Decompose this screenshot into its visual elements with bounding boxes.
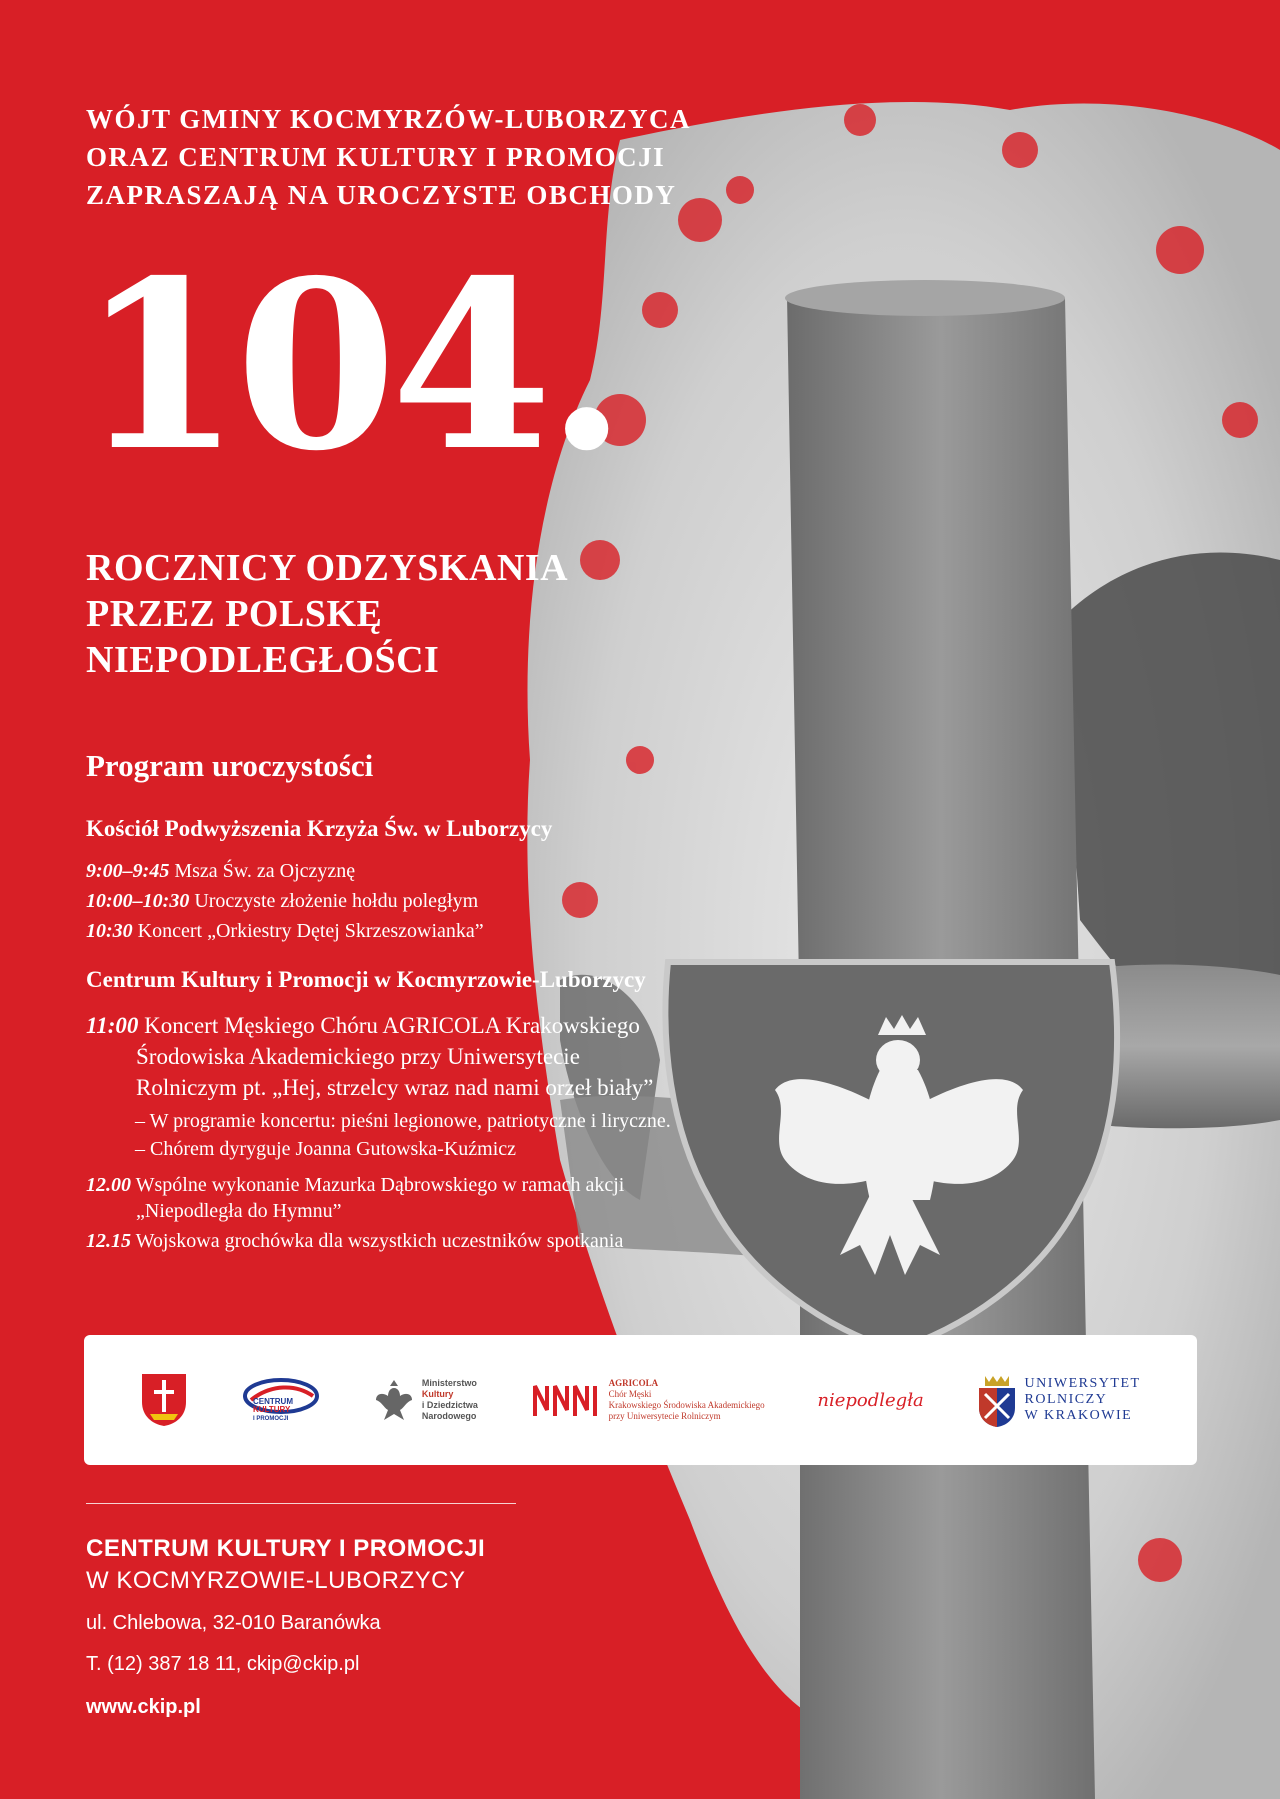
ckip-swoosh-icon [241, 1374, 321, 1426]
agricola-name [609, 1378, 765, 1422]
crest-icon [140, 1372, 188, 1428]
title-line: ROCZNICY ODZYSKANIA [86, 547, 569, 589]
footer-org-name: CENTRUM KULTURY I PROMOCJI [86, 1535, 486, 1562]
item-text: Środowiska Akademickiego przy Uniwersytecie [136, 1044, 580, 1069]
footer-contact: T. (12) 387 18 11, ckip@ckip.pl [86, 1653, 360, 1675]
university-line: W KRAKOWIE [1024, 1408, 1133, 1423]
ministry-line: Kultury [421, 1389, 454, 1399]
ministry-line: Narodowego [421, 1411, 477, 1421]
item-time: 12.00 [86, 1174, 131, 1196]
item-time: 12.15 [86, 1230, 131, 1252]
agricola-line: Krakowskiego Środowiska Akademickiego [608, 1400, 765, 1410]
program-item [86, 858, 355, 884]
anniversary-number: 104. [80, 229, 622, 502]
item-text: Rolniczym pt. „Hej, strzelcy wraz nad nami orzeł biały” [136, 1075, 654, 1100]
sponsor-logos [84, 1335, 1197, 1465]
program-item [86, 888, 478, 914]
footer-website-link[interactable]: www.ckip.pl [86, 1696, 201, 1718]
ckip-text: I PROMOCJI [253, 1416, 289, 1422]
niepodlegla-script: niepodległa [817, 1389, 924, 1411]
ckip-text: CENTRUM [253, 1397, 294, 1406]
invitation-line: ORAZ CENTRUM KULTURY I PROMOCJI [86, 142, 666, 172]
item-time: 9:00–9:45 [86, 860, 170, 882]
agricola-logo [531, 1378, 765, 1422]
item-text: Wspólne wykonanie Mazurka Dąbrowskiego w ramach akcji [131, 1174, 625, 1196]
agricola-line: Chór Męski [608, 1389, 652, 1399]
footer-address: ul. Chlebowa, 32-010 Baranówka [86, 1612, 381, 1634]
university-line: ROLNICZY [1024, 1392, 1108, 1407]
commune-crest-logo [140, 1372, 188, 1428]
item-text: „Niepodległa do Hymnu” [136, 1200, 342, 1222]
ckip-text: KULTURY [253, 1405, 291, 1414]
item-time: 10:30 [86, 920, 133, 942]
niepodlegla-logo [817, 1390, 923, 1411]
university-line: UNIWERSYTET [1024, 1376, 1141, 1391]
item-text: Uroczyste złożenie hołdu poległym [189, 890, 479, 912]
ckip-logo [241, 1374, 321, 1426]
invitation-line: ZAPRASZAJĄ NA UROCZYSTE OBCHODY [86, 180, 677, 210]
item-text: Koncert „Orkiestry Dętej Skrzeszowianka” [132, 920, 484, 942]
university-name [1025, 1376, 1141, 1424]
venue-church: Kościół Podwyższenia Krzyża Św. w Luborzycy [86, 816, 553, 841]
item-text: Koncert Męskiego Chóru AGRICOLA Krakowskiego [138, 1013, 640, 1038]
ministry-name [422, 1378, 478, 1422]
concert-note: – W programie koncertu: pieśni legionowe, patriotyczne i liryczne. [135, 1110, 671, 1132]
item-text: Msza Św. za Ojczyznę [169, 860, 356, 882]
agricola-mark-icon [531, 1380, 601, 1420]
ministry-line: Ministerstwo [421, 1378, 477, 1388]
concert-note: – Chórem dyryguje Joanna Gutowska-Kuźmicz [135, 1138, 517, 1160]
program-item [86, 918, 484, 944]
title-line: NIEPODLEGŁOŚCI [86, 639, 440, 681]
university-logo [977, 1372, 1141, 1428]
event-title [86, 545, 568, 683]
eagle-icon [374, 1376, 414, 1424]
item-time: 11:00 [86, 1013, 139, 1038]
footer-divider [86, 1503, 516, 1504]
university-crest-icon [977, 1372, 1017, 1428]
ministry-line: i Dziedzictwa [421, 1400, 478, 1410]
ministry-logo [374, 1376, 478, 1424]
item-text: Wojskowa grochówka dla wszystkich uczestników spotkania [131, 1230, 624, 1252]
agricola-line: przy Uniwersytecie Rolniczym [608, 1411, 721, 1421]
venue-culture-center: Centrum Kultury i Promocji w Kocmyrzowie-Luborzycy [86, 967, 646, 992]
anthem-item [86, 1172, 766, 1224]
agricola-line: AGRICOLA [608, 1378, 659, 1388]
title-line: PRZEZ POLSKĘ [86, 593, 383, 635]
invitation-line: WÓJT GMINY KOCMYRZÓW-LUBORZYCA [86, 104, 692, 134]
item-time: 10:00–10:30 [86, 890, 190, 912]
invitation-text [86, 100, 691, 214]
concert-item [86, 1010, 766, 1103]
meal-item [86, 1228, 623, 1254]
program-heading: Program uroczystości [86, 748, 374, 783]
footer-org-location: W KOCMYRZOWIE-LUBORZYCY [86, 1567, 466, 1594]
